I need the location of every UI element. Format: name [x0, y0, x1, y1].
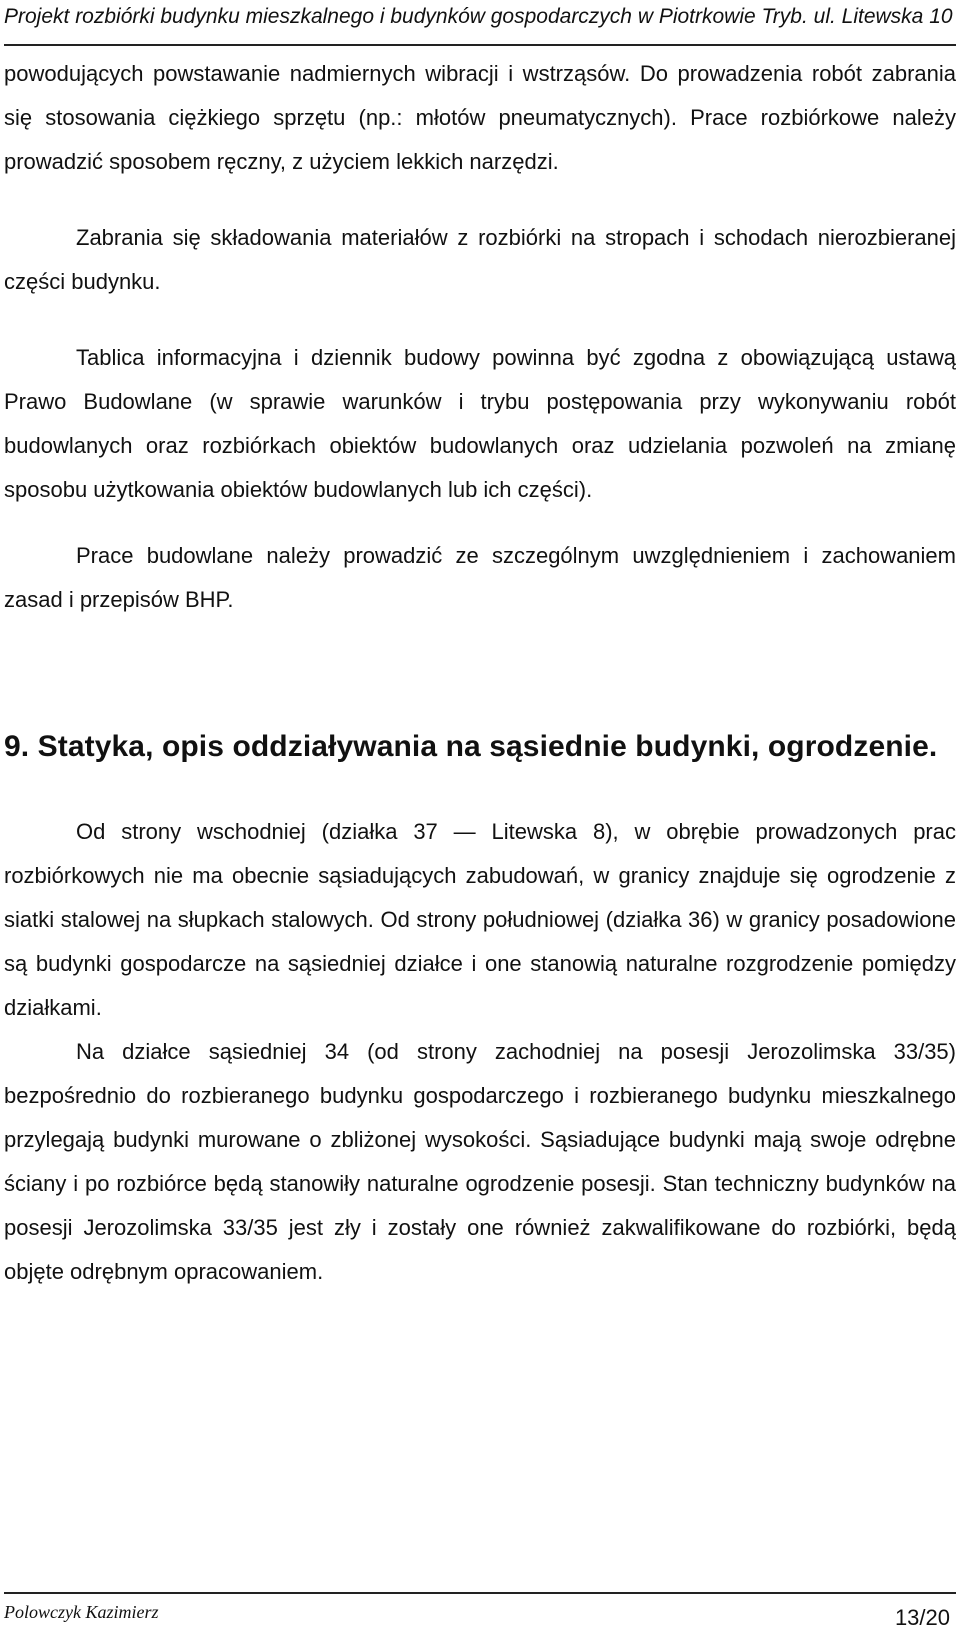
page-header — [4, 0, 956, 46]
paragraph-information-board: Tablica informacyjna i dziennik budowy powinna być zgodna z obowiązującą ustawą Prawo Budowlane (w sprawie warunków i trybu postępowania przy wykonywaniu robót budowlanych oraz rozbiórkach obiektów budowlanych oraz udzielania pozwoleń na zmianę sposobu użytkowania obiektów budowlanych lub ich części). — [4, 345, 956, 502]
section-heading: 9. Statyka, opis oddziaływania na sąsiednie budynki, ogrodzenie. — [4, 730, 938, 763]
page-number: 13/20 — [894, 1605, 950, 1630]
paragraph-continuation: powodujących powstawanie nadmiernych wibracji i wstrząsów. Do prowadzenia robót zabrania się stosowania ciężkiego sprzętu (np.: młotów pneumatycznych). Prace rozbiórkowe należy prowadzić sposobem ręczny, z użyciem lekkich narzędzi. — [4, 61, 956, 174]
paragraph-east-south: Od strony wschodniej (działka 37 — Litewska 8), w obrębie prowadzonych prac rozbiórkowych nie ma obecnie sąsiadujących zabudowań, w granicy znajduje się ogrodzenie z siatki stalowej na słupkach stalowych. Od strony południowej (działka 36) w granicy posadowione są budynki gospodarcze na sąsiedniej działce i one stanowią naturalne rozgrodzenie pomiędzy działkami. — [4, 819, 956, 1020]
paragraph-west: Na działce sąsiedniej 34 (od strony zachodniej na posesji Jerozolimska 33/35) bezpośrednio do rozbieranego budynku gospodarczego i rozbieranego budynku mieszkalnego przylegają budynki murowane o zbliżonej wysokości. Sąsiadujące budynki mają swoje odrębne ściany i po rozbiórce będą stanowiły naturalne ogrodzenie posesji. Stan techniczny budynków na posesji Jerozolimska 33/35 jest zły i zostały one również zakwalifikowane do rozbiórki, będą objęte odrębnym opracowaniem. — [4, 1039, 956, 1284]
footer-author: Polowczyk Kazimierz — [4, 1602, 159, 1622]
paragraph-bhp: Prace budowlane należy prowadzić ze szczególnym uwzględnieniem i zachowaniem zasad i przepisów BHP. — [4, 543, 956, 612]
paragraph-storage-prohibition: Zabrania się składowania materiałów z rozbiórki na stropach i schodach nierozbieranej części budynku. — [4, 225, 956, 294]
page-footer — [4, 1592, 956, 1638]
header-title: Projekt rozbiórki budynku mieszkalnego i budynków gospodarczych w Piotrkowie Tryb. ul. Litewska 10 — [4, 5, 953, 28]
document-body — [4, 52, 956, 1294]
